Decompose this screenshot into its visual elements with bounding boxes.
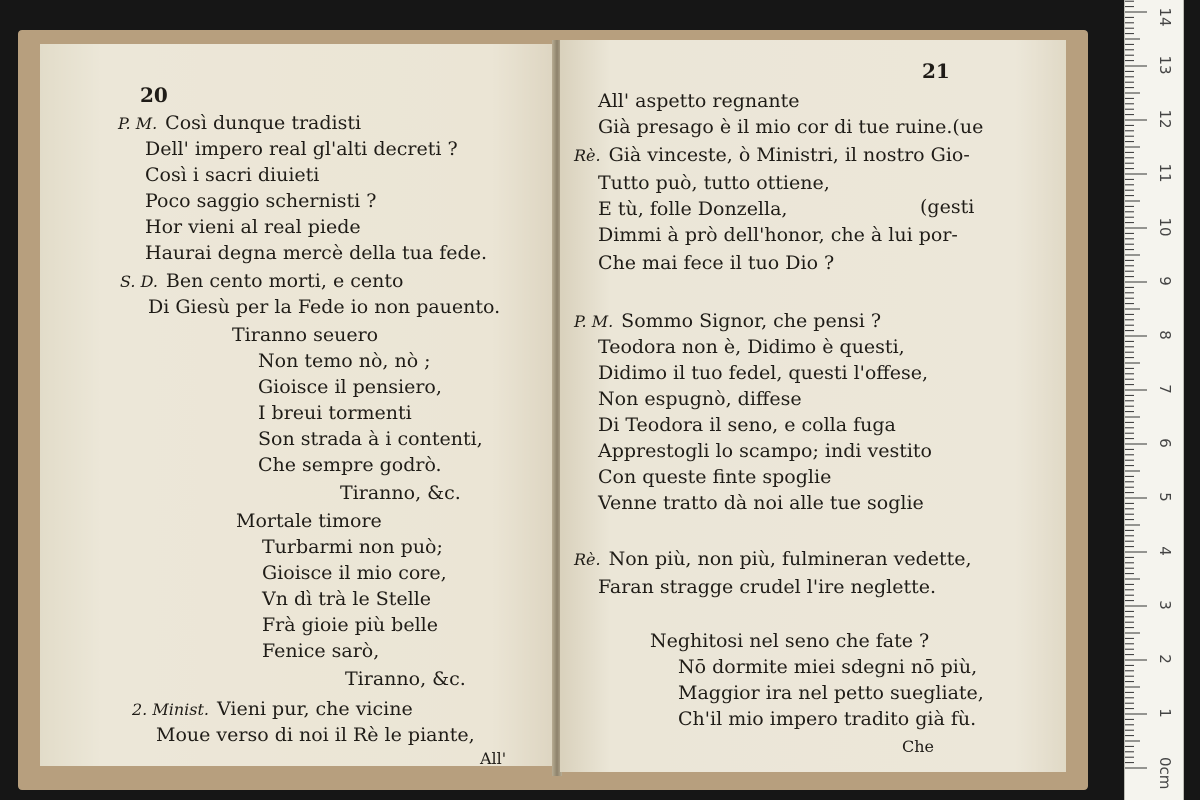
text-line: Già presago è il mio cor di tue ruine.(ue	[598, 116, 984, 138]
text-line: All' aspetto regnante	[598, 90, 800, 112]
line-text: Ben cento morti, e cento	[165, 270, 404, 292]
speaker-label: 2. Minist.	[132, 700, 209, 719]
text-line: Tiranno, &c.	[340, 482, 461, 504]
text-line: Hor vieni al real piede	[145, 216, 361, 238]
text-line: Haurai degna mercè della tua fede.	[145, 242, 487, 264]
ruler-label: 4	[1156, 546, 1174, 556]
speaker-label: Rè.	[574, 550, 601, 569]
measuring-ruler	[1124, 0, 1184, 800]
text-line: Moue verso di noi il Rè le piante,	[156, 724, 475, 746]
text-line: Gioisce il pensiero,	[258, 376, 442, 398]
left-page	[40, 44, 554, 766]
text-line: Turbarmi non può;	[262, 536, 443, 558]
text-line	[118, 112, 361, 135]
ruler-label: 10	[1156, 217, 1174, 237]
ruler-label: 1	[1156, 708, 1174, 718]
ruler-ticks	[1125, 0, 1183, 800]
text-line: Maggior ira nel petto suegliate,	[678, 682, 984, 704]
text-line: Vn dì trà le Stelle	[262, 588, 432, 610]
ruler-label: 14	[1156, 7, 1174, 27]
text-line: Di Giesù per la Fede io non pauento.	[148, 296, 501, 318]
page-number-right: 21	[922, 59, 950, 83]
text-line: Teodora non è, Didimo è questi,	[598, 336, 905, 358]
ruler-unit: 0cm	[1156, 757, 1174, 790]
text-line: Frà gioie più belle	[262, 614, 438, 636]
text-line: (gesti	[920, 196, 975, 218]
text-line	[574, 310, 881, 333]
text-line: Ch'il mio impero tradito già fù.	[678, 708, 977, 730]
ruler-label: 3	[1156, 600, 1174, 610]
ruler-label: 5	[1156, 492, 1174, 502]
text-line: Dimmi à prò dell'honor, che à lui por-	[598, 224, 958, 246]
ruler-label: 9	[1156, 276, 1174, 286]
ruler-label: 13	[1156, 55, 1174, 75]
text-line: Didimo il tuo fedel, questi l'offese,	[598, 362, 929, 384]
ruler-label: 6	[1156, 438, 1174, 448]
text-line: Faran stragge crudel l'ire neglette.	[598, 576, 937, 598]
text-line: Neghitosi nel seno che fate ?	[650, 630, 930, 652]
line-text: Non più, non più, fulmineran vedette,	[608, 548, 972, 570]
ruler-label: 7	[1156, 384, 1174, 394]
speaker-label: P. M.	[574, 312, 614, 331]
text-line: Poco saggio schernisti ?	[145, 190, 377, 212]
catchword-right: Che	[902, 737, 935, 756]
speaker-label: Rè.	[574, 146, 601, 165]
text-line: Gioisce il mio core,	[262, 562, 447, 584]
text-line: Che mai fece il tuo Dio ?	[598, 252, 835, 274]
text-line	[574, 144, 970, 167]
text-line: Così i sacri diuieti	[145, 164, 320, 186]
ruler-label: 2	[1156, 654, 1174, 664]
text-line	[132, 698, 413, 721]
text-line: Nō dormite miei sdegni nō più,	[678, 656, 978, 678]
text-line: Tiranno, &c.	[345, 668, 466, 690]
text-line: Tiranno seuero	[232, 324, 379, 346]
ruler-label: 11	[1156, 163, 1174, 183]
right-page	[560, 40, 1066, 772]
text-line: Dell' impero real gl'alti decreti ?	[145, 138, 458, 160]
text-line: Son strada à i contenti,	[258, 428, 483, 450]
line-text: Così dunque tradisti	[165, 112, 362, 134]
text-line: I breui tormenti	[258, 402, 412, 424]
text-line: Di Teodora il seno, e colla fuga	[598, 414, 896, 436]
text-line: Che sempre godrò.	[258, 454, 442, 476]
line-text: Sommo Signor, che pensi ?	[621, 310, 882, 332]
text-line	[120, 270, 403, 293]
catchword-left: All'	[480, 749, 507, 766]
ruler-label: 12	[1156, 109, 1174, 129]
text-line: Con queste finte spoglie	[598, 466, 832, 488]
text-line: Non temo nò, nò ;	[258, 350, 431, 372]
text-line: E tù, folle Donzella,	[598, 198, 788, 220]
text-line: Apprestogli lo scampo; indi vestito	[598, 440, 932, 462]
text-line: Tutto può, tutto ottiene,	[598, 172, 830, 194]
text-line: Mortale timore	[236, 510, 382, 532]
line-text: Già vinceste, ò Ministri, il nostro Gio-	[608, 144, 970, 166]
speaker-label: S. D.	[120, 272, 158, 291]
ruler-label: 8	[1156, 330, 1174, 340]
text-line	[574, 548, 972, 571]
text-line: Fenice sarò,	[262, 640, 380, 662]
text-line: Non espugnò, diffese	[598, 388, 802, 410]
speaker-label: P. M.	[118, 114, 158, 133]
text-line: Venne tratto dà noi alle tue soglie	[598, 492, 924, 514]
line-text: Vieni pur, che vicine	[217, 698, 413, 720]
page-number-left: 20	[140, 83, 168, 107]
